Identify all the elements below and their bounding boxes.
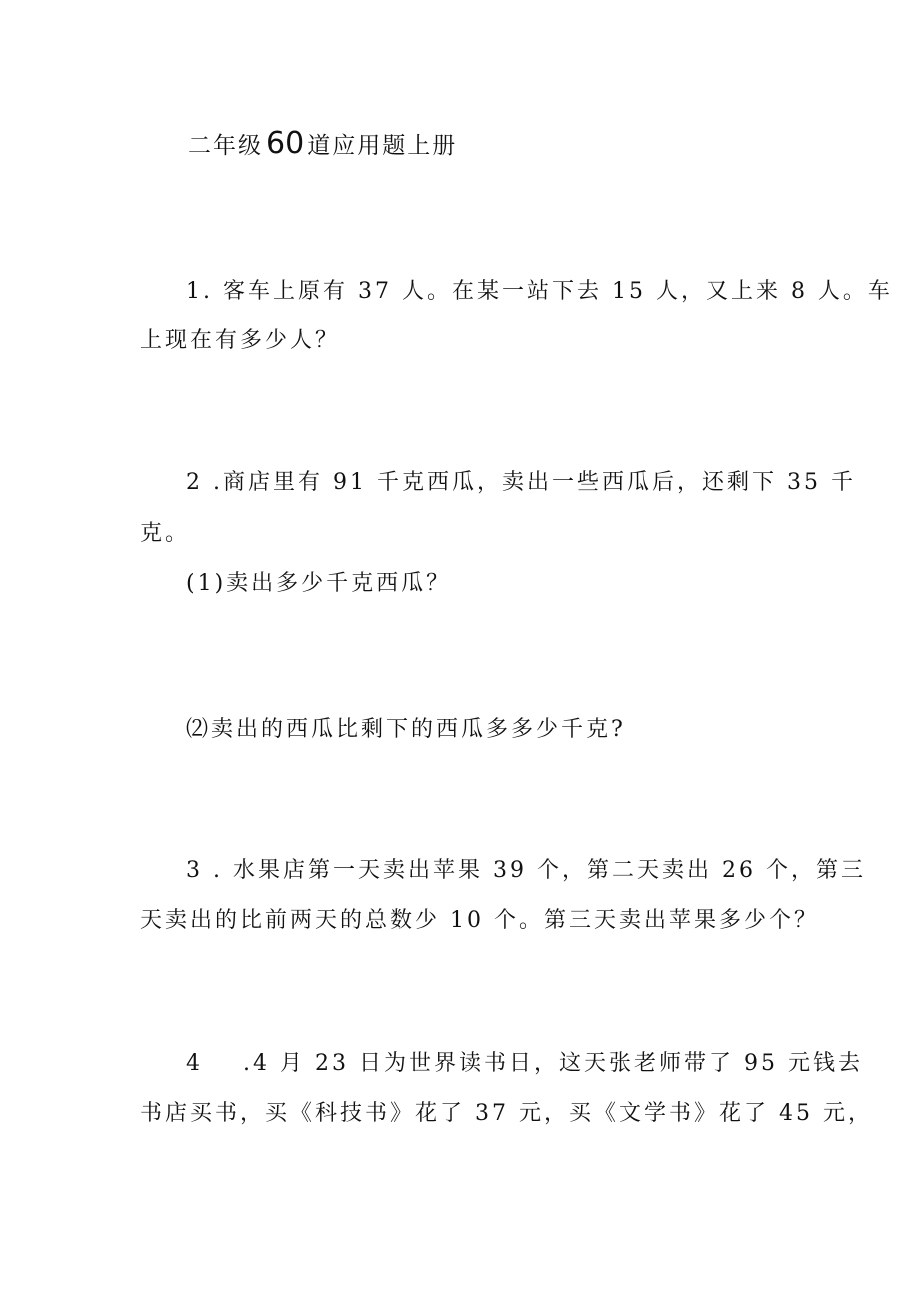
problem-4-line-1 — [186, 1049, 863, 1079]
problem-3-line-1: 3 . 水果店第一天卖出苹果 39 个，第二天卖出 26 个，第三 — [186, 858, 866, 883]
problem-1-line-1: 1. 客车上原有 37 人。在某一站下去 15 人，又上来 8 人。车 — [186, 279, 893, 304]
problem-2-line-2: 克。 — [140, 521, 191, 546]
problem-4-line-1-text: .4 月 23 日为世界读书日，这天张老师带了 95 元钱去 — [243, 1051, 863, 1076]
problem-2-sub-2: ⑵卖出的西瓜比剩下的西瓜多多少千克? — [186, 717, 626, 742]
problem-1-line-2: 上现在有多少人？ — [140, 328, 341, 353]
problem-2-line-1: 2 .商店里有 91 千克西瓜，卖出一些西瓜后，还剩下 35 千 — [186, 470, 856, 495]
title-prefix: 二年级 — [188, 133, 263, 159]
title-suffix: 道应用题上册 — [307, 133, 458, 159]
problem-4-number: 4 — [186, 1051, 203, 1076]
problem-3-line-2: 天卖出的比前两天的总数少 10 个。第三天卖出苹果多少个？ — [140, 908, 819, 933]
document-title — [188, 126, 457, 161]
problem-2-sub-1: (1)卖出多少千克西瓜？ — [186, 571, 452, 596]
title-number: 60 — [266, 126, 305, 161]
problem-4-line-2: 书店买书，买《科技书》花了 37 元，买《文学书》花了 45 元， — [140, 1101, 873, 1126]
